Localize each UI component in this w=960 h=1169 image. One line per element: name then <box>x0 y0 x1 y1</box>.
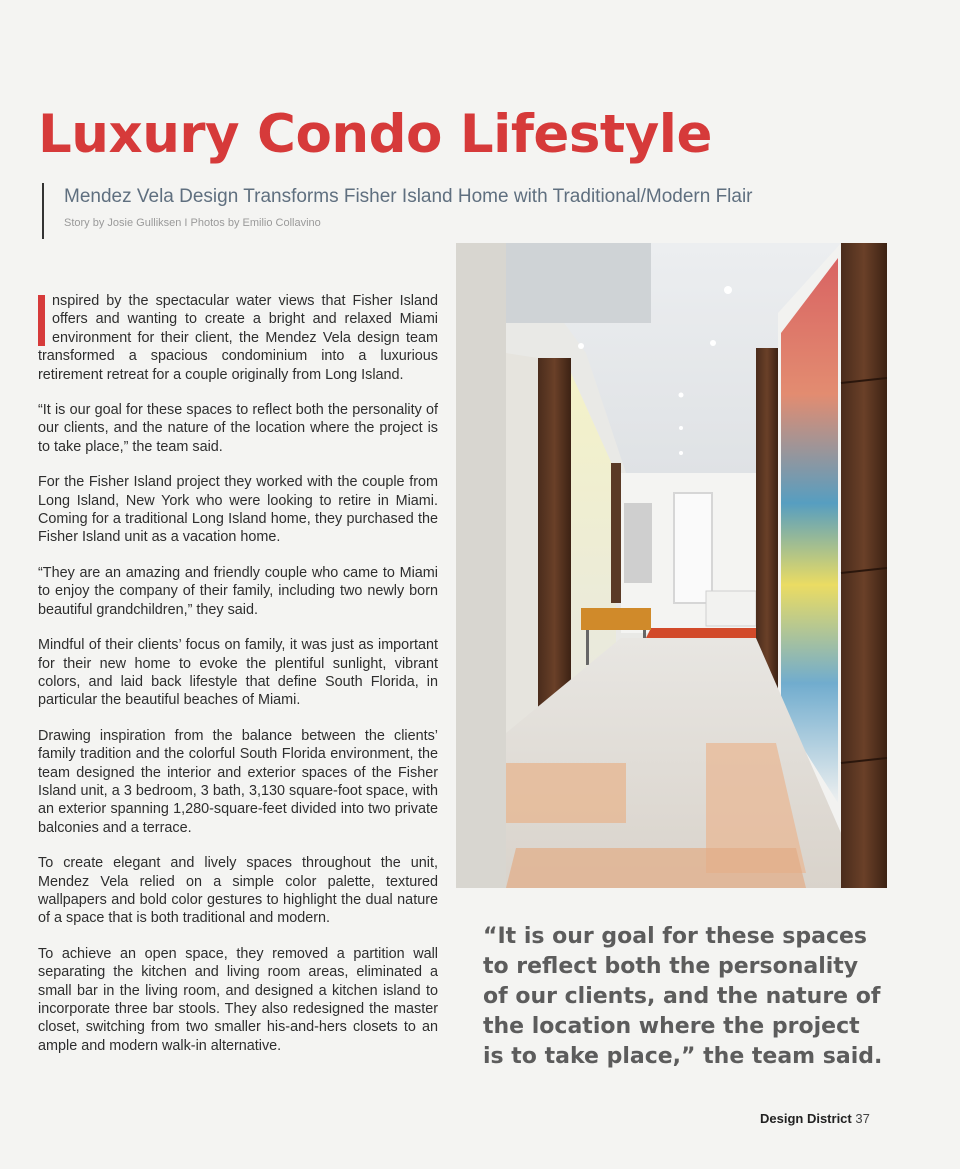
hallway-photo <box>456 243 887 888</box>
page-number: 37 <box>855 1111 870 1126</box>
body-paragraph-5: Mindful of their clients’ focus on family, it was just as important for their new home to evoke the plentiful sunlight, vibrant colors, and laid back lifestyle that define South Florida, in particular the beautiful beaches of Miami. <box>38 637 438 709</box>
article-deck <box>42 183 753 239</box>
article-subtitle: Mendez Vela Design Transforms Fisher Island Home with Traditional/Modern Flair <box>64 186 753 207</box>
body-paragraph-3: For the Fisher Island project they worked with the couple from Long Island, New York who were looking to retire in Miami. Coming for a traditional Long Island home, they purchased the Fisher Island unit as a vacation home. <box>38 474 438 546</box>
article-title: Luxury Condo Lifestyle <box>38 104 712 165</box>
body-paragraph-8: To achieve an open space, they removed a partition wall separating the kitchen and living room areas, eliminated a small bar in the living room, and designed a kitchen island to incorporate three bar stools. They also redesigned the master closet, switching from two smaller his-and-hers closets to an ample and modern walk-in alternative. <box>38 945 438 1054</box>
body-paragraph-7: To create elegant and lively spaces throughout the unit, Mendez Vela relied on a simple color palette, textured wallpapers and bold color gestures to highlight the dual nature of a space that is both traditional and modern. <box>38 855 438 927</box>
pull-quote: “It is our goal for these spaces to reflect both the personality of our clients, and the nature of the location where the project is to take place,” the team said. <box>483 924 883 1069</box>
body-paragraph-2: “It is our goal for these spaces to reflect both the personality of our clients, and the nature of the location where the project is to take place,” the team said. <box>38 402 438 455</box>
body-paragraph-1: nspired by the spectacular water views that Fisher Island offers and wanting to create a bright and relaxed Miami environment for their client, the Mendez Vela design team transformed a spacious condominium into a luxurious retirement retreat for a couple originally from Long Island. <box>38 293 438 383</box>
publication-name: Design District <box>760 1111 852 1126</box>
body-paragraph-6: Drawing inspiration from the balance between the clients’ family tradition and the colorful South Florida environment, the team designed the interior and exterior spaces of the Fisher Island unit, a 3 bedroom, 3 bath, 3,130 square-foot space, with an exterior spanning 1,280-square-feet divided into two private balconies and a terrace. <box>38 727 438 836</box>
body-paragraph-4: “They are an amazing and friendly couple who came to Miami to enjoy the company of their family, including two newly born beautiful grandchildren,” they said. <box>38 564 438 618</box>
article-body <box>38 292 438 1072</box>
drop-cap-bar <box>38 295 45 346</box>
page-footer <box>760 1111 870 1126</box>
article-byline: Story by Josie Gulliksen I Photos by Emilio Collavino <box>64 217 321 229</box>
